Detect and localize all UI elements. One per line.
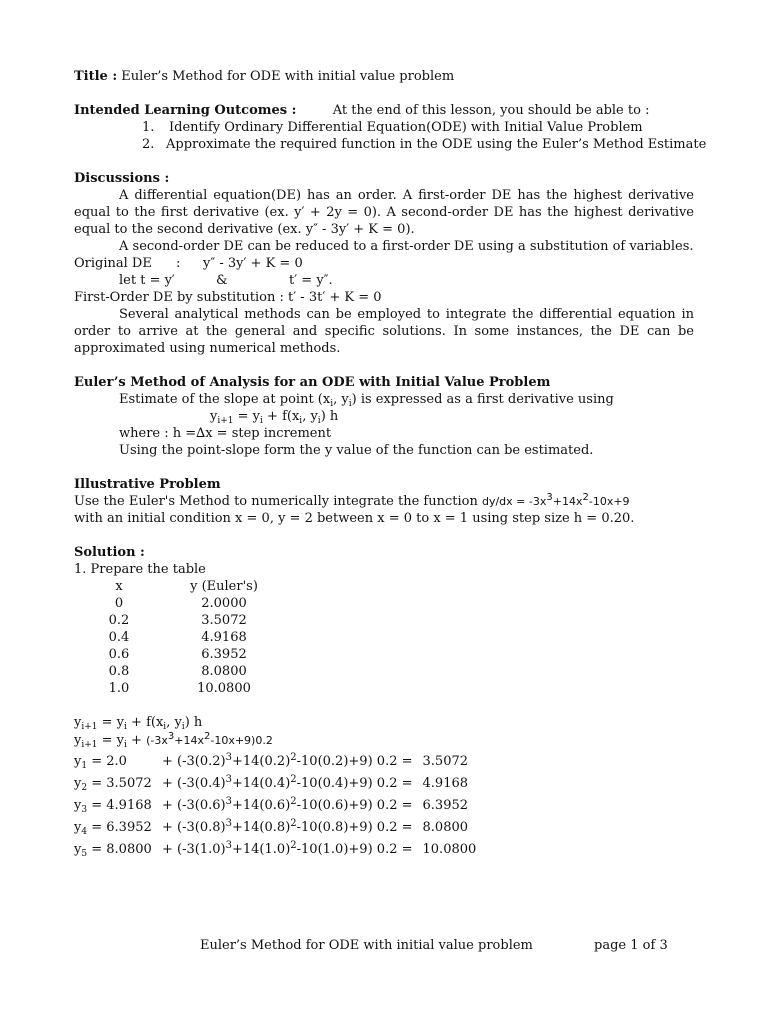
table-cell: 0.6 (108, 647, 130, 662)
discussion-paragraph-2: A second-order DE can be reduced to a first-order DE using a substitution of variables. (119, 239, 694, 254)
calc-lhs: $y_1 = 2.0$ (74, 754, 127, 771)
calc-lhs: $y_4 = 6.3952$ (74, 820, 152, 837)
calc-row (74, 751, 476, 773)
solution-heading-text: Solution : (74, 545, 145, 560)
table-row (74, 663, 284, 680)
calc-expression: + $(-3(0.8)^3+14(0.8)^2-10(0.8)+9) 0.2$ = (162, 818, 413, 835)
ilo-item (74, 136, 707, 153)
substitution-line (74, 272, 694, 289)
table-cell: 6.3952 (201, 647, 247, 662)
calc-result: 10.0800 (422, 842, 477, 857)
calc-row (74, 795, 476, 817)
discussion-paragraph-3: Several analytical methods can be employed to integrate the differential equation in order to arrive at the general and specific solutions. In some instances, the DE can be approximated using numerical methods. (74, 307, 694, 356)
table-cell: 10.0800 (197, 681, 251, 696)
footer-page-number: 1 (630, 938, 639, 953)
calc-lhs: $y_2 = 3.5072$ (74, 776, 152, 793)
subscript: i+1 (217, 416, 234, 426)
document-page (74, 68, 707, 861)
original-de-label: Original DE (74, 256, 152, 271)
footer-page-total: 3 (659, 938, 668, 953)
column-header: x (115, 579, 123, 594)
subscript: i (317, 416, 321, 426)
substitution-right: t′ = y″. (289, 273, 333, 288)
illustrative-line-1 (74, 493, 694, 510)
table-row (74, 612, 284, 629)
calculation-table (74, 751, 476, 861)
table-cell: 0.4 (108, 630, 130, 645)
ilo-intro: At the end of this lesson, you should be able to : (332, 103, 650, 118)
ilo-item-text: Approximate the required function in the ODE using the Euler’s Method Estimate (166, 137, 707, 152)
calc-row (74, 817, 476, 839)
discussions-label: Discussions : (74, 171, 170, 186)
column-header: y (Euler's) (190, 579, 258, 594)
euler-line-1 (74, 391, 694, 408)
table-cell: 0.8 (108, 664, 130, 679)
calc-lhs: $y_5 = 8.0800$ (74, 842, 152, 859)
original-de-equation: y″ - 3y′ + K = 0 (203, 256, 303, 271)
table-cell: 3.5072 (201, 613, 247, 628)
calc-lhs: $y_3 = 4.9168$ (74, 798, 152, 815)
solution-heading (74, 544, 694, 561)
euler-where: where : h =∆x = step increment (119, 426, 332, 441)
original-de-colon: : (176, 256, 181, 271)
substitution-ampersand: & (216, 273, 228, 288)
table-row (74, 646, 284, 663)
solution-step-1: 1. Prepare the table (74, 562, 206, 577)
euler-text: ) is expressed as a first derivative using (351, 392, 614, 407)
table-cell: 2.0000 (201, 596, 247, 611)
page-footer (200, 938, 680, 953)
substitution-left: let t = y′ (119, 273, 175, 288)
ilo-item-number: 2. (142, 137, 155, 152)
formula-substituted: $y_{i+1} = y_i + (-3x^3+14x^2-10x+9)0.2$ (74, 731, 273, 750)
footer-title: Euler’s Method for ODE with initial value problem (200, 938, 533, 953)
table-row (74, 680, 284, 697)
ilo-item (74, 119, 694, 136)
table-row (74, 595, 284, 612)
title-line (74, 68, 694, 85)
illustrative-heading-text: Illustrative Problem (74, 477, 221, 492)
function-expression: $dy/dx = -3x^3+14x^2-10x+9$ (481, 492, 630, 508)
ilo-line (74, 102, 694, 119)
calc-result: 3.5072 (422, 754, 469, 769)
euler-text: Estimate of the slope at point (x (119, 392, 331, 407)
table-cell: 8.0800 (201, 664, 247, 679)
calc-result: 4.9168 (422, 776, 469, 791)
calc-expression: + $(-3(1.0)^3+14(1.0)^2-10(1.0)+9) 0.2$ = (162, 840, 413, 857)
illustrative-text: Use the Euler's Method to numerically integrate the function (74, 494, 478, 509)
euler-table (74, 578, 284, 697)
ilo-label: Intended Learning Outcomes : (74, 103, 297, 118)
table-header (74, 578, 284, 595)
discussion-paragraph-1: A differential equation(DE) has an order. A first-order DE has the highest derivative equal to the first derivative (ex. y′ + 2y = 0). A second-order DE has the highest derivative equal to the second derivative (ex. y″ - 3y′ + K = 0). (74, 188, 694, 237)
table-cell: 1.0 (108, 681, 130, 696)
subscript: i (348, 399, 352, 409)
table-cell: 0.2 (108, 613, 130, 628)
first-order-line: First-Order DE by substitution : t′ - 3t′ + K = 0 (74, 290, 382, 305)
table-row (74, 629, 284, 646)
euler-heading-text: Euler’s Method of Analysis for an ODE with Initial Value Problem (74, 375, 551, 390)
formula-general: $y_{i+1} = y_i + f(x_i$, $y_i$) h (74, 715, 203, 732)
footer-page-label: page (594, 938, 627, 953)
table-cell: 4.9168 (201, 630, 247, 645)
euler-line-4: Using the point-slope form the y value of the function can be estimated. (119, 443, 594, 458)
calc-result: 6.3952 (422, 798, 469, 813)
subscript: i (299, 416, 303, 426)
calc-expression: + $(-3(0.6)^3+14(0.6)^2-10(0.6)+9) 0.2$ = (162, 796, 413, 813)
calc-expression: + $(-3(0.4)^3+14(0.4)^2-10(0.4)+9) 0.2$ = (162, 774, 413, 791)
ilo-item-number: 1. (142, 120, 155, 135)
illustrative-heading (74, 476, 694, 493)
title-label: Title : (74, 69, 118, 84)
calc-row (74, 839, 476, 861)
illustrative-line-2: with an initial condition x = 0, y = 2 between x = 0 to x = 1 using step size h = 0.20. (74, 511, 635, 526)
table-cell: 0 (114, 596, 124, 611)
calc-expression: + $(-3(0.2)^3+14(0.2)^2-10(0.2)+9) 0.2$ = (162, 752, 413, 769)
subscript: i (330, 399, 334, 409)
original-de-line (74, 255, 694, 272)
calc-result: 8.0800 (422, 820, 469, 835)
euler-formula: $y_{i+1} = y_i + f(x_i$, $y_i$) h (210, 409, 339, 426)
ilo-item-text: Identify Ordinary Differential Equation(ODE) with Initial Value Problem (169, 120, 643, 135)
document-title: Euler’s Method for ODE with initial value problem (121, 69, 455, 84)
subscript: i (260, 416, 263, 426)
euler-heading (74, 374, 694, 391)
discussions-heading (74, 170, 694, 187)
footer-of: of (642, 938, 656, 953)
euler-text: , y (333, 392, 349, 407)
calc-row (74, 773, 476, 795)
